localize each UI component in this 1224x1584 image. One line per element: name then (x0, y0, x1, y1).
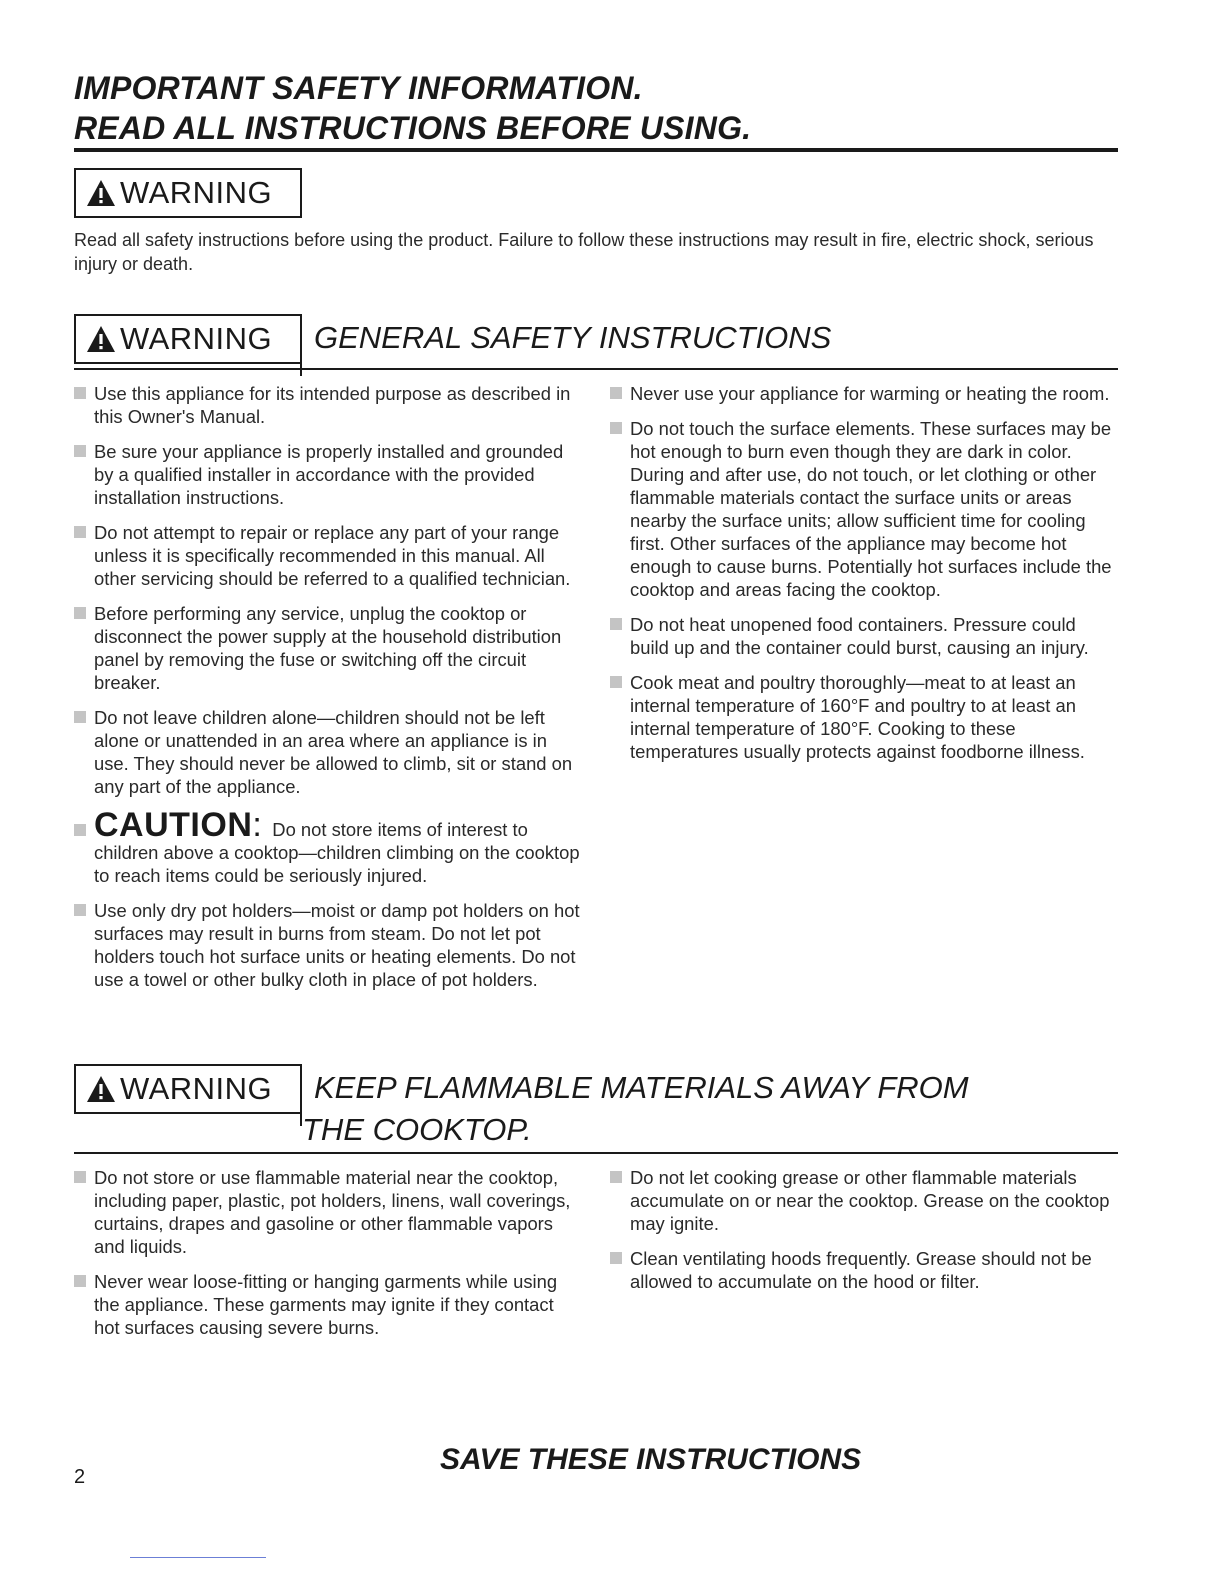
flammable-left-column (74, 1166, 574, 1351)
warning-triangle-icon (86, 178, 116, 208)
caution-word: CAUTION (94, 806, 253, 844)
list-item: Do not touch the surface elements. These surfaces may be hot enough to burn even though they are dark in color. During and after use, do not touch, or let clothing or other flammable materials contact the surface units or areas nearby the surface units; allow sufficient time for cooling first. Other surfaces of the appliance may become hot enough to cause burns. Potentially hot surfaces include the cooktop and areas facing the cooktop. (610, 417, 1118, 601)
caution-text: Do not store items of interest to children above a cooktop—children climbing on the cooktop to reach items could be seriously injured. (94, 819, 580, 886)
title-line-2: READ ALL INSTRUCTIONS BEFORE USING. (74, 110, 752, 146)
warning-box-1 (74, 168, 302, 218)
list-item: Do not store or use flammable material near the cooktop, including paper, plastic, pot holders, linens, wall coverings, curtains, drapes and gasoline or other flammable vapors and liquids. (74, 1166, 574, 1258)
warning-triangle-icon (86, 1074, 116, 1104)
scan-artifact-line (130, 1557, 266, 1558)
bullet-square (610, 387, 622, 399)
list-item: Use only dry pot holders—moist or damp pot holders on hot surfaces may result in burns from steam. Do not let pot holders touch hot surface units or heating elements. Do not use a towel or other bulky cloth in place of pot holders. (74, 899, 584, 991)
bullet-square (74, 526, 86, 538)
flammable-rule (74, 1152, 1118, 1154)
intro-text: Read all safety instructions before using the product. Failure to follow these instructions may result in fire, electric shock, serious injury or death. (74, 230, 1094, 274)
warning-label: WARNING (120, 1071, 273, 1106)
flammable-heading (302, 1068, 969, 1150)
list-item: Be sure your appliance is properly installed and grounded by a qualified installer in accordance with the provided installation instructions. (74, 440, 584, 509)
bullet-square (74, 445, 86, 457)
list-item: Never use your appliance for warming or heating the room. (610, 382, 1118, 405)
bullet-square (74, 711, 86, 723)
warning-label: WARNING (120, 321, 273, 356)
bullet-square (74, 1171, 86, 1183)
bullet-square (610, 1252, 622, 1264)
warning-label: WARNING (120, 175, 273, 210)
page-number: 2 (74, 1466, 86, 1488)
list-item: Do not heat unopened food containers. Pressure could build up and the container could burst, causing an injury. (610, 613, 1118, 659)
title-rule (74, 148, 1118, 152)
bullet-square (74, 387, 86, 399)
bullet-square (610, 1171, 622, 1183)
list-item: Never wear loose-fitting or hanging garments while using the appliance. These garments may ignite if they contact hot surfaces causing severe burns. (74, 1270, 574, 1339)
warning-box-3 (74, 1064, 302, 1114)
general-left-column (74, 382, 584, 1003)
bullet-square (74, 607, 86, 619)
general-rule (74, 368, 1118, 370)
page-title (74, 68, 751, 148)
list-item: Use this appliance for its intended purpose as described in this Owner's Manual. (74, 382, 584, 428)
list-item: Cook meat and poultry thoroughly—meat to at least an internal temperature of 160°F and poultry to at least an internal temperature of 180°F. Cooking to these temperatures usually protects against foodborne illness. (610, 671, 1118, 763)
bullet-square (610, 618, 622, 630)
warning-box-2 (74, 314, 302, 364)
list-item: Do not attempt to repair or replace any part of your range unless it is specifically recommended in this manual. All other servicing should be referred to a qualified technician. (74, 521, 584, 590)
bullet-square (74, 824, 86, 836)
caution-colon: : (252, 806, 273, 844)
list-item: Do not leave children alone—children should not be left alone or unattended in an area where an appliance is in use. They should never be allowed to climb, sit or stand on any part of the appliance. (74, 706, 584, 798)
general-safety-heading: GENERAL SAFETY INSTRUCTIONS (314, 320, 832, 355)
bullet-square (610, 422, 622, 434)
flammable-heading-line-1: KEEP FLAMMABLE MATERIALS AWAY FROM (314, 1070, 969, 1105)
bullet-square (74, 1275, 86, 1287)
warning-triangle-icon (86, 324, 116, 354)
list-item: Do not let cooking grease or other flammable materials accumulate on or near the cooktop. Grease on the cooktop may ignite. (610, 1166, 1118, 1235)
bullet-square (610, 676, 622, 688)
list-item: Before performing any service, unplug the cooktop or disconnect the power supply at the household distribution panel by removing the fuse or switching off the circuit breaker. (74, 602, 584, 694)
save-instructions-footer: SAVE THESE INSTRUCTIONS (440, 1443, 862, 1476)
caution-item (74, 806, 584, 887)
flammable-heading-line-2: THE COOKTOP. (302, 1112, 532, 1147)
manual-page (74, 0, 1118, 1584)
list-item: Clean ventilating hoods frequently. Grease should not be allowed to accumulate on the hood or filter. (610, 1247, 1118, 1293)
flammable-right-column (610, 1166, 1118, 1305)
bullet-square (74, 904, 86, 916)
general-right-column (610, 382, 1118, 775)
title-line-1: IMPORTANT SAFETY INFORMATION. (74, 70, 643, 106)
